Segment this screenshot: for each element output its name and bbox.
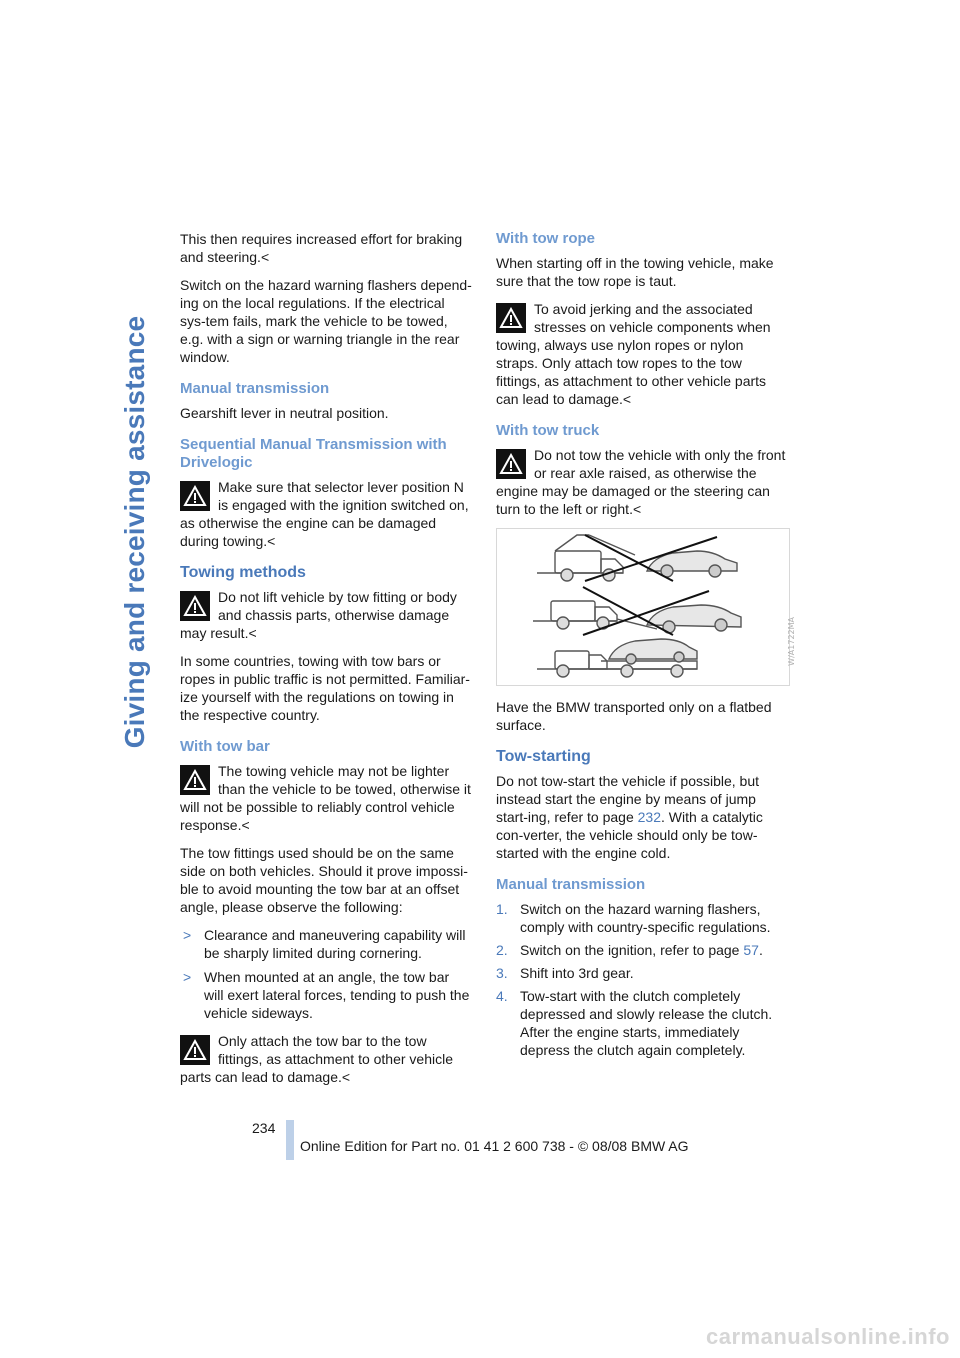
- tow-truck-drawing: [497, 529, 789, 685]
- step-number: 2.: [496, 942, 508, 958]
- paragraph: Have the BMW transported only on a flatbed surface.: [496, 699, 772, 733]
- paragraph: In some countries, towing with tow bars or ropes in public traffic is not permitted. Familiar-ize yourself with the regulations on towing in the respective country.: [180, 653, 470, 723]
- footer-accent-bar: [286, 1120, 294, 1160]
- heading-with-tow-truck: With tow truck: [496, 422, 600, 439]
- step-text: Shift into 3rd gear.: [520, 965, 634, 981]
- list-item-text: Clearance and maneuvering capability will be sharply limited during cornering.: [204, 927, 466, 961]
- bullet-marker: >: [183, 927, 192, 943]
- warning-icon: [496, 303, 526, 333]
- chapter-title-text: Giving and receiving assistance: [119, 315, 150, 749]
- heading-towing-methods: Towing methods: [180, 564, 306, 581]
- heading-manual-transmission-2: Manual transmission: [496, 876, 646, 893]
- page-number: 234: [252, 1120, 276, 1136]
- step-text: Switch on the hazard warning flashers, comply with country-specific regulations.: [520, 901, 771, 935]
- warning-text: To avoid jerking and the associated stresses on vehicle components when towing, always use nylon ropes or nylon straps. Only attach tow ropes to the tow fittings, as attachment to other vehicle parts can lead to damage.<: [496, 301, 771, 407]
- warning-text: Do not tow the vehicle with only the front or rear axle raised, as otherwise the engine may be damaged or the steering can turn to the left or right.<: [496, 447, 786, 517]
- right-column: [496, 230, 796, 1064]
- step-number: 1.: [496, 901, 508, 917]
- paragraph: When starting off in the towing vehicle, make sure that the tow rope is taut.: [496, 255, 774, 289]
- paragraph: [496, 772, 788, 862]
- warning-icon: [496, 449, 526, 479]
- warning-note: [496, 300, 788, 408]
- warning-text: Do not lift vehicle by tow fitting or body and chassis parts, otherwise damage may result.<: [180, 589, 457, 641]
- steps-list: [496, 900, 788, 1059]
- warning-icon: [180, 765, 210, 795]
- warning-note: [180, 478, 472, 550]
- paragraph: The tow fittings used should be on the same side on both vehicles. Should it prove impossi-ble to avoid mounting the tow bar at an offset angle, please observe the following:: [180, 845, 468, 915]
- step-item: [496, 941, 788, 959]
- warning-icon: [180, 1035, 210, 1065]
- step-text: Tow-start with the clutch completely depressed and slowly release the clutch. After the engine starts, immediately depress the clutch again completely.: [520, 988, 773, 1058]
- list-item: [180, 968, 472, 1022]
- chapter-side-title: [113, 232, 157, 832]
- step-item: [496, 900, 788, 936]
- heading-smg-drivelogic: Sequential Manual Transmission with Drivelogic: [180, 436, 447, 471]
- figure-code: W/A1722MA: [787, 617, 796, 666]
- step-text: Switch on the ignition, refer to page: [520, 942, 744, 958]
- row-flatbed: [537, 639, 697, 677]
- warning-note: [180, 762, 472, 834]
- step-number: 3.: [496, 965, 508, 981]
- row-front-lift: [537, 535, 737, 581]
- left-column: [180, 230, 472, 1096]
- paragraph: Switch on the hazard warning flashers depend-ing on the local regulations. If the electrical sys-tem fails, mark the vehicle to be towed, e.g. with a sign or warning triangle in the rear window.: [180, 277, 472, 365]
- list-item-text: When mounted at an angle, the tow bar will exert lateral forces, tending to push the vehicle sideways.: [204, 969, 470, 1021]
- list-item: [180, 926, 472, 962]
- step-item: [496, 987, 788, 1059]
- heading-with-tow-bar: With tow bar: [180, 738, 270, 755]
- warning-icon: [180, 591, 210, 621]
- heading-with-tow-rope: With tow rope: [496, 230, 596, 247]
- text-run: Do not tow-start the vehicle if possible, but instead start the engine by means of jump start-ing, refer to page: [496, 773, 760, 825]
- heading-tow-starting: Tow-starting: [496, 748, 591, 765]
- page-reference-link[interactable]: 57: [743, 942, 759, 958]
- paragraph: This then requires increased effort for braking and steering.<: [180, 231, 463, 265]
- warning-note: [496, 446, 788, 518]
- site-watermark: carmanualsonline.info: [706, 1324, 950, 1349]
- warning-text: Make sure that selector lever position N is engaged with the ignition switched on, as otherwise the engine can be damaged during towing.<: [180, 479, 469, 549]
- page-reference-link[interactable]: 232: [637, 809, 661, 825]
- heading-manual-transmission: Manual transmission: [180, 380, 330, 397]
- edition-note: Online Edition for Part no. 01 41 2 600 738 - © 08/08 BMW AG: [300, 1138, 689, 1154]
- warning-text: Only attach the tow bar to the tow fittings, as attachment to other vehicle parts can lead to damage.<: [180, 1033, 454, 1085]
- warning-text: The towing vehicle may not be lighter than the vehicle to be towed, otherwise it will not be possible to reliably control vehicle response.<: [180, 763, 471, 833]
- tow-truck-illustration: [496, 528, 796, 686]
- warning-icon: [180, 481, 210, 511]
- warning-note: [180, 588, 472, 642]
- step-item: [496, 964, 788, 982]
- bullet-list: [180, 926, 472, 1022]
- warning-note: [180, 1032, 472, 1086]
- step-text-end: .: [758, 942, 763, 958]
- paragraph: Gearshift lever in neutral position.: [180, 405, 389, 421]
- step-number: 4.: [496, 988, 508, 1004]
- text-run: . With a catalytic con-verter, the vehicle should only be tow-started with the engine cold.: [496, 809, 763, 861]
- bullet-marker: >: [183, 969, 192, 985]
